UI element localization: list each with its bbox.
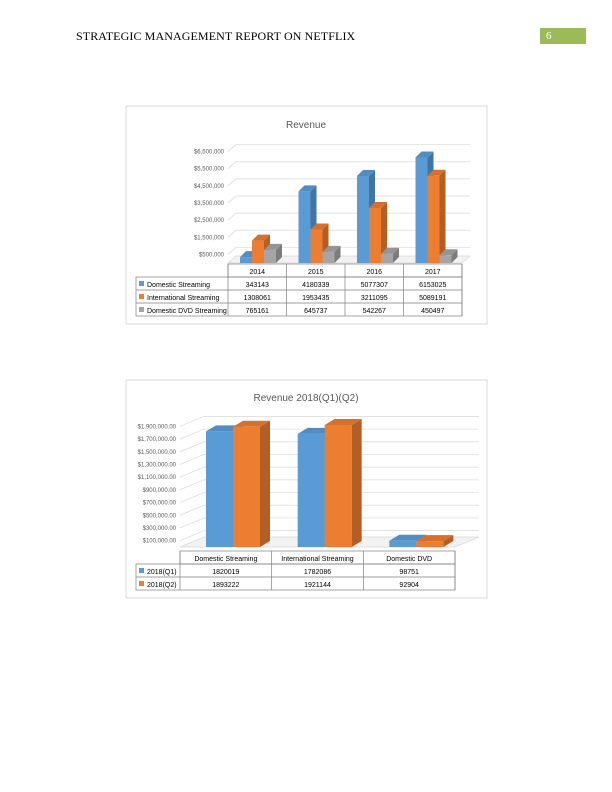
y-tick-label: $500,000.00 — [142, 513, 176, 520]
data-table-cell: 1893222 — [212, 582, 240, 589]
y-tick-label: $4,500,000 — [193, 183, 224, 190]
data-table-cell: 3211095 — [360, 295, 388, 302]
legend-swatch — [139, 581, 144, 586]
bar-side — [352, 419, 362, 547]
page-header-title: STRATEGIC MANAGEMENT REPORT ON NETFLIX — [76, 29, 356, 43]
y-tick-label: $700,000.00 — [142, 500, 176, 507]
category-label: 2017 — [424, 269, 441, 276]
y-tick-label: $1,500,000 — [193, 235, 224, 242]
data-table-cell: 92904 — [399, 582, 419, 589]
data-table-cell: 4180339 — [302, 282, 330, 289]
bar-front — [325, 425, 352, 547]
y-tick-label: $1,300,000.00 — [137, 462, 176, 469]
data-table-cell: 1921144 — [304, 582, 331, 589]
data-table-cell: 5089191 — [419, 295, 447, 302]
data-table-cell: 6153025 — [419, 282, 447, 289]
legend-label: Domestic Streaming — [147, 282, 211, 289]
y-tick-label: $1,900,000.00 — [137, 424, 176, 431]
legend-label: 2018(Q1) — [147, 569, 177, 576]
data-table-cell: 98751 — [399, 569, 419, 576]
bar-side — [260, 421, 270, 547]
data-table-cell: 1953435 — [302, 295, 330, 302]
y-tick-label: $1,500,000.00 — [137, 449, 176, 456]
chart-title: Revenue — [285, 120, 327, 131]
data-table-cell: 5077307 — [360, 282, 388, 289]
page-number-badge: 6 — [540, 28, 586, 44]
category-label: 2016 — [366, 269, 383, 276]
y-tick-label: $5,500,000 — [193, 166, 224, 173]
category-label: Domestic DVD — [386, 556, 433, 563]
chart-title: Revenue 2018(Q1)(Q2) — [253, 393, 359, 404]
bar-front — [298, 434, 325, 547]
y-tick-label: $900,000.00 — [142, 487, 176, 494]
data-table-cell: 542267 — [362, 308, 386, 315]
y-tick-label: $1,700,000.00 — [137, 437, 176, 444]
y-tick-label: $1,100,000.00 — [137, 475, 176, 482]
data-table-cell: 1820019 — [212, 569, 240, 576]
data-table-cell: 765161 — [245, 308, 269, 315]
bar-2018-q2-international-streaming — [325, 419, 362, 547]
category-label: 2015 — [307, 269, 324, 276]
category-label: International Streaming — [281, 556, 354, 563]
legend-label: 2018(Q2) — [147, 582, 177, 589]
y-tick-label: $100,000.00 — [142, 538, 176, 545]
y-tick-label: $2,500,000 — [193, 218, 224, 225]
category-label: 2014 — [249, 269, 266, 276]
y-tick-label: $500,000 — [198, 252, 224, 259]
bar-front — [233, 427, 260, 547]
data-table-cell: 645737 — [304, 308, 328, 315]
data-table-cell: 343143 — [245, 282, 269, 289]
data-table-cell: 1308061 — [243, 295, 271, 302]
bar-2018-q2-domestic-streaming — [233, 421, 270, 547]
data-table-cell: 450497 — [421, 308, 445, 315]
data-table-cell: 1782086 — [303, 569, 332, 576]
legend-label: International Streaming — [147, 295, 220, 302]
y-tick-label: $300,000.00 — [142, 525, 176, 532]
legend-swatch — [139, 568, 144, 573]
legend-label: Domestic DVD Streaming — [147, 308, 227, 315]
bar-front — [389, 541, 416, 547]
bar-front — [206, 431, 233, 547]
y-tick-label: $6,500,000 — [193, 149, 224, 156]
y-tick-label: $3,500,000 — [193, 201, 224, 207]
category-label: Domestic Streaming — [194, 556, 258, 563]
bar-front — [416, 541, 443, 547]
